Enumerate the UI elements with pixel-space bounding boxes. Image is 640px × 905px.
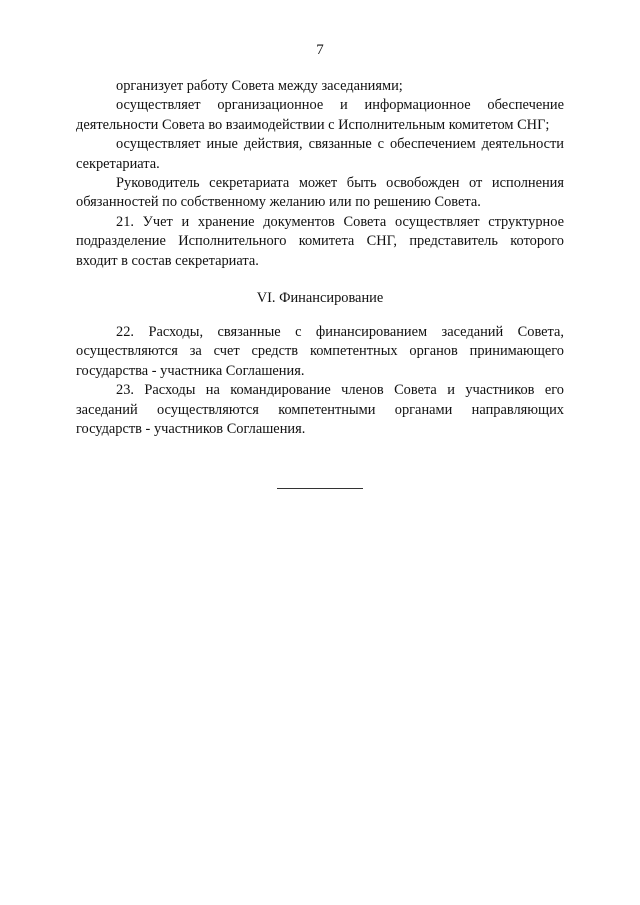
secretariat-duties-block <box>76 77 564 271</box>
paragraph-clause-22: 22. Расходы, связанные с финансированием заседаний Совета, осуществляются за счет средств компетентных органов принимающего государства - участника Соглашения. <box>76 324 564 379</box>
paragraph-head-dismissal: Руководитель секретариата может быть освобожден от исполнения обязанностей по собственному желанию или по решению Совета. <box>76 175 564 211</box>
financing-block <box>76 323 564 439</box>
end-divider-line <box>277 488 363 489</box>
page-number: 7 <box>316 42 324 58</box>
section-heading-financing: VI. Финансирование <box>256 290 384 306</box>
paragraph-clause-23: 23. Расходы на командирование членов Совета и участников его заседаний осуществляются компетентными органами направляющих государств - участников Соглашения. <box>76 382 564 438</box>
paragraph-clause-21: 21. Учет и хранение документов Совета осуществляет структурное подразделение Исполнительного комитета СНГ, представитель которого входит в состав секретариата. <box>76 213 564 269</box>
paragraph-other-actions: осуществляет иные действия, связанные с обеспечением деятельности секретариата. <box>76 136 564 172</box>
paragraph-organizes-work: организует работу Совета между заседаниями; <box>116 78 403 94</box>
paragraph-organizational-support: осуществляет организационное и информационное обеспечение деятельности Совета во взаимодействии с Исполнительным комитетом СНГ; <box>76 97 564 133</box>
